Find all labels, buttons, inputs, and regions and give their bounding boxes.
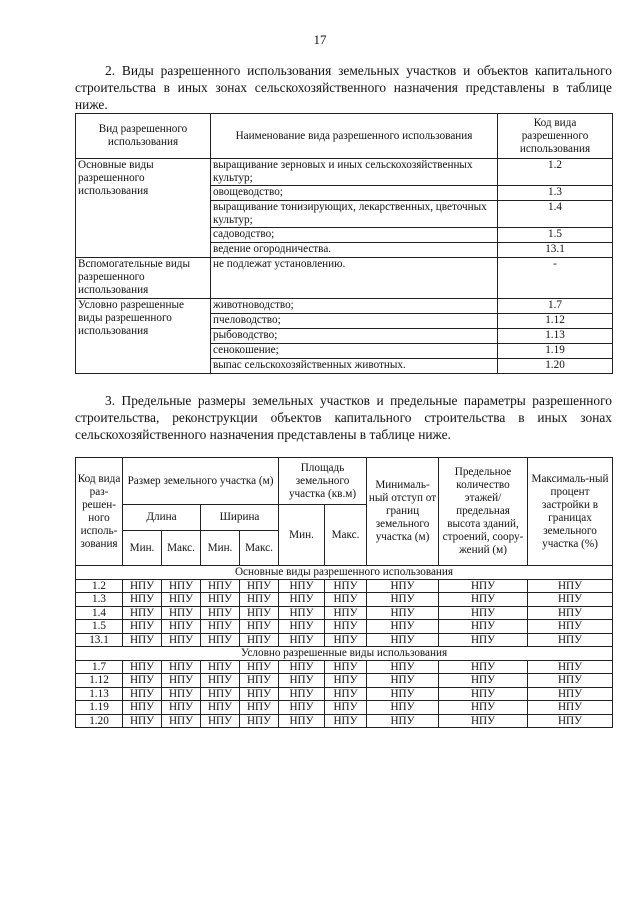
t2-header-length: Длина bbox=[123, 505, 201, 531]
t2-cell-value: НПУ bbox=[528, 687, 613, 701]
t1-use-name: выращивание тонизирующих, лекарственных, цветочных культур; bbox=[211, 201, 498, 228]
t2-row bbox=[76, 714, 613, 728]
t2-row bbox=[76, 701, 613, 715]
t2-cell-value: НПУ bbox=[439, 674, 528, 688]
t2-cell-value: НПУ bbox=[325, 674, 367, 688]
t2-cell-value: НПУ bbox=[279, 606, 325, 620]
t2-cell-value: НПУ bbox=[279, 593, 325, 607]
t2-header-area: Площадь земельного участка (кв.м) bbox=[279, 458, 367, 505]
t2-header-floors: Предельное количество этажей/ предельная высота зданий, строений, соору-жений (м) bbox=[439, 458, 528, 566]
t2-cell-value: НПУ bbox=[439, 579, 528, 593]
t2-header-length-max: Макс. bbox=[162, 531, 201, 566]
t2-section-title: Основные виды разрешенного использования bbox=[76, 566, 613, 580]
t2-cell-value: НПУ bbox=[162, 606, 201, 620]
t1-use-code: 1.4 bbox=[498, 201, 613, 228]
t2-header-coverage: Максималь-ный процент застройки в границах земельного участка (%) bbox=[528, 458, 613, 566]
t2-row bbox=[76, 660, 613, 674]
t2-cell-value: НПУ bbox=[528, 633, 613, 647]
t1-use-name: пчеловодство; bbox=[211, 314, 498, 329]
t2-cell-value: НПУ bbox=[528, 714, 613, 728]
t2-cell-value: НПУ bbox=[325, 687, 367, 701]
t2-cell-value: НПУ bbox=[439, 620, 528, 634]
t2-cell-value: НПУ bbox=[528, 660, 613, 674]
t2-cell-value: НПУ bbox=[528, 701, 613, 715]
t2-cell-value: НПУ bbox=[325, 593, 367, 607]
t2-row bbox=[76, 606, 613, 620]
t2-cell-value: НПУ bbox=[325, 701, 367, 715]
t1-use-code: 1.5 bbox=[498, 228, 613, 243]
t2-cell-value: НПУ bbox=[201, 674, 240, 688]
t1-group-label: Вспомогательные виды разрешенного использования bbox=[76, 258, 211, 299]
t1-row bbox=[76, 299, 613, 314]
t1-use-code: 13.1 bbox=[498, 243, 613, 258]
t1-use-code: 1.7 bbox=[498, 299, 613, 314]
t2-header-width: Ширина bbox=[201, 505, 279, 531]
t2-cell-value: НПУ bbox=[123, 633, 162, 647]
parameters-table bbox=[75, 457, 613, 728]
t2-row-code: 1.12 bbox=[76, 674, 123, 688]
t2-row bbox=[76, 674, 613, 688]
t2-cell-value: НПУ bbox=[123, 701, 162, 715]
t2-cell-value: НПУ bbox=[325, 660, 367, 674]
t2-row bbox=[76, 687, 613, 701]
t2-cell-value: НПУ bbox=[162, 593, 201, 607]
t2-header-area-max: Макс. bbox=[325, 505, 367, 566]
t2-cell-value: НПУ bbox=[279, 714, 325, 728]
t2-cell-value: НПУ bbox=[367, 579, 439, 593]
t2-cell-value: НПУ bbox=[123, 674, 162, 688]
t2-cell-value: НПУ bbox=[123, 660, 162, 674]
t1-row bbox=[76, 159, 613, 186]
t2-cell-value: НПУ bbox=[201, 714, 240, 728]
t2-row-code: 1.19 bbox=[76, 701, 123, 715]
t1-use-code: 1.20 bbox=[498, 359, 613, 374]
t2-row-code: 1.5 bbox=[76, 620, 123, 634]
t2-cell-value: НПУ bbox=[439, 633, 528, 647]
t2-cell-value: НПУ bbox=[201, 633, 240, 647]
t2-row bbox=[76, 620, 613, 634]
t1-use-name: ведение огородничества. bbox=[211, 243, 498, 258]
section-2-text: Виды разрешенного использования земельных участков и объектов капитального строительства в иных зонах сельскохозяйственного назначения представлены в таблице ниже. bbox=[75, 63, 612, 112]
section-3-text: Предельные размеры земельных участков и предельные параметры разрешенного строительства, реконструкции объектов капитального строительства в иных зонах сельскохозяйственного назначения представлены в таблице ниже. bbox=[75, 393, 612, 442]
t1-use-code: 1.19 bbox=[498, 344, 613, 359]
t2-cell-value: НПУ bbox=[240, 620, 279, 634]
t1-use-name: сенокошение; bbox=[211, 344, 498, 359]
t2-cell-value: НПУ bbox=[439, 660, 528, 674]
t2-header-setback: Минималь-ный отступ от границ земельного участка (м) bbox=[367, 458, 439, 566]
t2-header-code: Код вида раз-решен-ного исполь-зования bbox=[76, 458, 123, 566]
t2-cell-value: НПУ bbox=[123, 606, 162, 620]
t2-cell-value: НПУ bbox=[162, 579, 201, 593]
t2-cell-value: НПУ bbox=[279, 674, 325, 688]
t2-cell-value: НПУ bbox=[367, 660, 439, 674]
t1-use-name: рыбоводство; bbox=[211, 329, 498, 344]
t2-row bbox=[76, 593, 613, 607]
t2-row-code: 13.1 bbox=[76, 633, 123, 647]
t2-row-code: 1.2 bbox=[76, 579, 123, 593]
t2-cell-value: НПУ bbox=[279, 620, 325, 634]
section-2-paragraph bbox=[75, 62, 612, 113]
t2-cell-value: НПУ bbox=[528, 674, 613, 688]
t2-cell-value: НПУ bbox=[201, 660, 240, 674]
t1-group-label: Условно разрешенные виды разрешенного использования bbox=[76, 299, 211, 374]
t1-use-name: овощеводство; bbox=[211, 186, 498, 201]
t2-row bbox=[76, 633, 613, 647]
t2-cell-value: НПУ bbox=[123, 714, 162, 728]
t1-use-name: садоводство; bbox=[211, 228, 498, 243]
t2-cell-value: НПУ bbox=[123, 687, 162, 701]
t1-use-name: выращивание зерновых и иных сельскохозяйственных культур; bbox=[211, 159, 498, 186]
t2-cell-value: НПУ bbox=[123, 579, 162, 593]
t2-cell-value: НПУ bbox=[201, 701, 240, 715]
t1-use-code: 1.13 bbox=[498, 329, 613, 344]
t1-use-name: животноводство; bbox=[211, 299, 498, 314]
t2-cell-value: НПУ bbox=[279, 633, 325, 647]
t2-cell-value: НПУ bbox=[240, 579, 279, 593]
t2-cell-value: НПУ bbox=[528, 579, 613, 593]
t2-cell-value: НПУ bbox=[439, 714, 528, 728]
t2-header-area-min: Мин. bbox=[279, 505, 325, 566]
t2-cell-value: НПУ bbox=[367, 701, 439, 715]
t2-cell-value: НПУ bbox=[367, 687, 439, 701]
t1-header-name: Наименование вида разрешенного использования bbox=[211, 114, 498, 159]
t2-row-code: 1.4 bbox=[76, 606, 123, 620]
t2-cell-value: НПУ bbox=[162, 633, 201, 647]
t2-header-size: Размер земельного участка (м) bbox=[123, 458, 279, 505]
t2-cell-value: НПУ bbox=[439, 606, 528, 620]
t2-cell-value: НПУ bbox=[325, 714, 367, 728]
t1-use-code: 1.3 bbox=[498, 186, 613, 201]
t2-cell-value: НПУ bbox=[367, 593, 439, 607]
t2-cell-value: НПУ bbox=[325, 620, 367, 634]
t2-cell-value: НПУ bbox=[240, 701, 279, 715]
t2-cell-value: НПУ bbox=[162, 687, 201, 701]
t2-cell-value: НПУ bbox=[201, 620, 240, 634]
t2-cell-value: НПУ bbox=[240, 660, 279, 674]
t2-cell-value: НПУ bbox=[439, 701, 528, 715]
t2-header-length-min: Мин. bbox=[123, 531, 162, 566]
t2-cell-value: НПУ bbox=[162, 714, 201, 728]
t2-section-title: Условно разрешенные виды использования bbox=[76, 647, 613, 661]
t2-cell-value: НПУ bbox=[367, 620, 439, 634]
t2-cell-value: НПУ bbox=[240, 593, 279, 607]
t2-cell-value: НПУ bbox=[528, 620, 613, 634]
t2-cell-value: НПУ bbox=[279, 687, 325, 701]
t1-use-code: 1.2 bbox=[498, 159, 613, 186]
t2-cell-value: НПУ bbox=[240, 606, 279, 620]
t1-use-code: - bbox=[498, 258, 613, 299]
t2-row-code: 1.7 bbox=[76, 660, 123, 674]
t2-cell-value: НПУ bbox=[528, 606, 613, 620]
t1-header-type: Вид разрешенного использования bbox=[76, 114, 211, 159]
t2-cell-value: НПУ bbox=[367, 606, 439, 620]
t2-cell-value: НПУ bbox=[201, 606, 240, 620]
t2-cell-value: НПУ bbox=[279, 579, 325, 593]
t2-cell-value: НПУ bbox=[367, 674, 439, 688]
t2-cell-value: НПУ bbox=[123, 593, 162, 607]
t2-row bbox=[76, 579, 613, 593]
t2-cell-value: НПУ bbox=[240, 633, 279, 647]
t1-row bbox=[76, 258, 613, 299]
page-number: 17 bbox=[313, 32, 327, 47]
t2-cell-value: НПУ bbox=[439, 593, 528, 607]
t2-cell-value: НПУ bbox=[162, 701, 201, 715]
t1-use-name: не подлежат установлению. bbox=[211, 258, 498, 299]
t2-cell-value: НПУ bbox=[528, 593, 613, 607]
t2-row-code: 1.13 bbox=[76, 687, 123, 701]
section-3-number: 3. bbox=[105, 393, 116, 408]
t1-group-label: Основные виды разрешенного использования bbox=[76, 159, 211, 258]
t2-cell-value: НПУ bbox=[279, 660, 325, 674]
t2-cell-value: НПУ bbox=[325, 606, 367, 620]
t2-cell-value: НПУ bbox=[367, 714, 439, 728]
t2-row-code: 1.20 bbox=[76, 714, 123, 728]
permitted-use-table bbox=[75, 113, 613, 374]
t2-cell-value: НПУ bbox=[162, 660, 201, 674]
t2-cell-value: НПУ bbox=[162, 620, 201, 634]
t2-cell-value: НПУ bbox=[439, 687, 528, 701]
t2-header-width-max: Макс. bbox=[240, 531, 279, 566]
t2-cell-value: НПУ bbox=[240, 714, 279, 728]
t1-use-code: 1.12 bbox=[498, 314, 613, 329]
t2-cell-value: НПУ bbox=[201, 687, 240, 701]
t1-header-code: Код вида разрешенного использования bbox=[498, 114, 613, 159]
t1-use-name: выпас сельскохозяйственных животных. bbox=[211, 359, 498, 374]
t2-cell-value: НПУ bbox=[367, 633, 439, 647]
t2-cell-value: НПУ bbox=[240, 674, 279, 688]
section-2-number: 2. bbox=[105, 63, 116, 78]
t2-row-code: 1.3 bbox=[76, 593, 123, 607]
t2-cell-value: НПУ bbox=[325, 579, 367, 593]
t2-cell-value: НПУ bbox=[123, 620, 162, 634]
t2-cell-value: НПУ bbox=[201, 593, 240, 607]
t2-cell-value: НПУ bbox=[240, 687, 279, 701]
t2-cell-value: НПУ bbox=[279, 701, 325, 715]
t2-cell-value: НПУ bbox=[162, 674, 201, 688]
t2-cell-value: НПУ bbox=[325, 633, 367, 647]
t2-header-width-min: Мин. bbox=[201, 531, 240, 566]
t2-cell-value: НПУ bbox=[201, 579, 240, 593]
section-3-paragraph bbox=[75, 392, 612, 443]
